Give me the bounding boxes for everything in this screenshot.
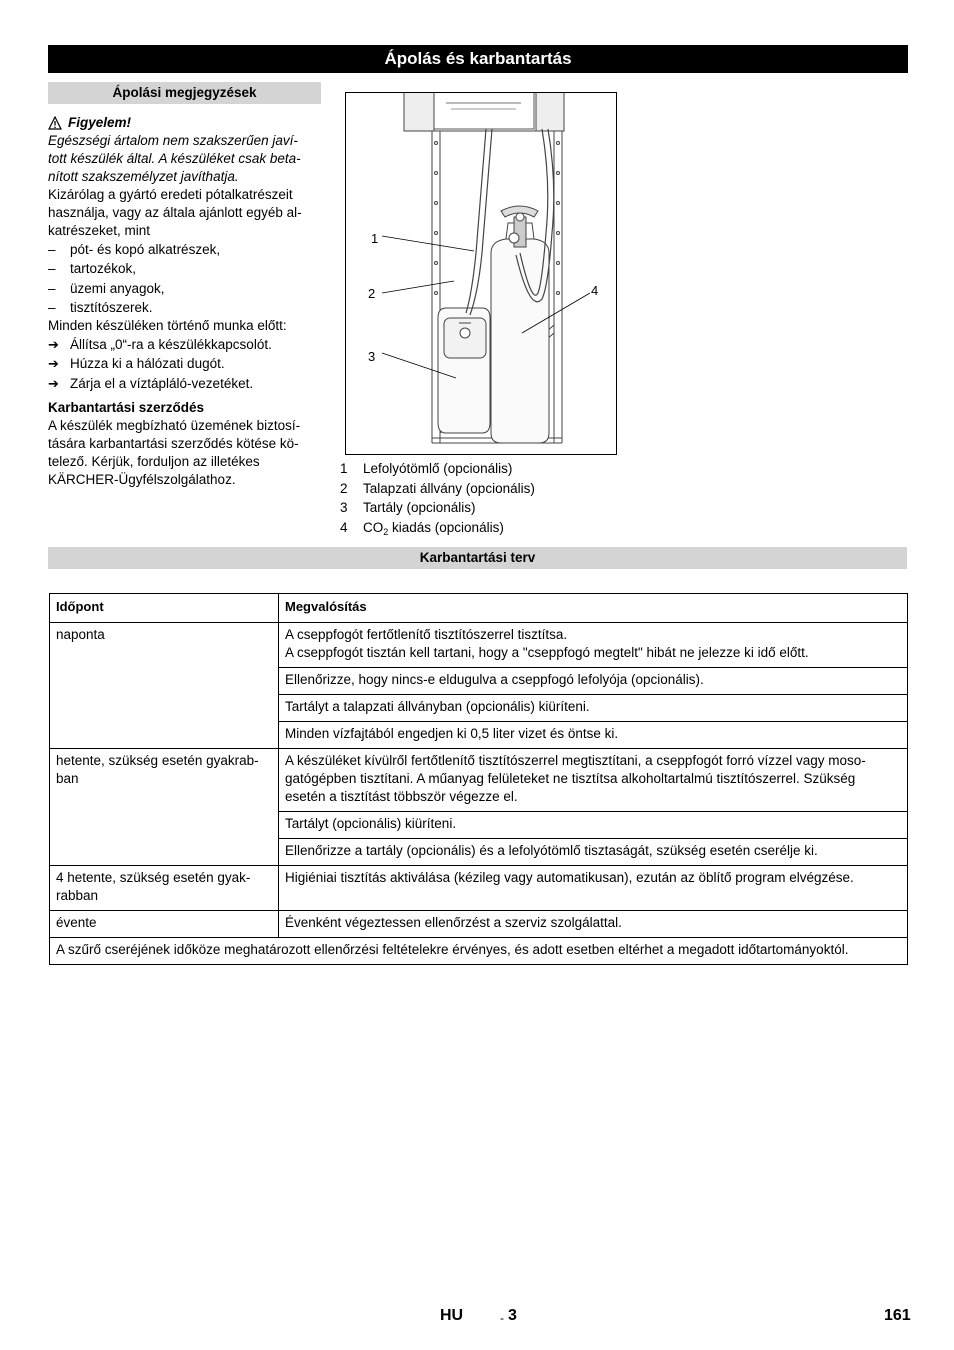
spare-parts-text: Kizárólag a gyártó eredeti pótalkatrészeit használja, vagy az általa ajánlott egyéb al- katrészeket, mint	[48, 187, 302, 238]
column-header-time: Időpont	[50, 594, 279, 623]
action-cell: A cseppfogót fertőtlenítő tisztítószerrel tisztítsa. A cseppfogót tisztán kell tartani, hogy a "cseppfogó megtelt" hibát ne jelezze ki idő előtt.	[279, 623, 908, 668]
action-cell: Higiéniai tisztítás aktiválása (kézileg vagy automatikusan), ezután az öblítő program elvégzése.	[279, 866, 908, 911]
time-cell: 4 hetente, szükség esetén gyak- rabban	[50, 866, 279, 911]
table-row	[50, 911, 908, 938]
callout-1: 1	[371, 231, 379, 246]
action-cell: A készüléket kívülről fertőtlenítő tisztítószerrel megtisztítani, a cseppfogót forró vízzel vagy moso- gatógépben tisztítani. A műanyag felületeket ne tisztítsa alkoholtartalmú tisztítószerrel. Szükség esetén a tisztítást többször végezze el.	[279, 749, 908, 812]
legend-item: 1 Lefolyótömlő (opcionális)	[340, 461, 513, 476]
maintenance-plan-heading: Karbantartási terv	[48, 547, 907, 569]
device-illustration	[346, 93, 617, 455]
figure-legend	[340, 459, 640, 537]
list-item: – üzemi anyagok,	[48, 280, 165, 296]
steps-list	[48, 335, 323, 393]
arrow-right-icon: ➔	[48, 337, 59, 353]
time-cell: naponta	[50, 623, 279, 749]
device-figure	[345, 92, 617, 455]
care-notes-column	[48, 112, 323, 489]
callout-3: 3	[368, 349, 376, 364]
table-row	[50, 749, 908, 812]
action-cell: Évenként végeztessen ellenőrzést a szerviz szolgálattal.	[279, 911, 908, 938]
action-cell: Tartályt a talapzati állványban (opcionális) kiüríteni.	[279, 695, 908, 722]
callout-4: 4	[591, 283, 599, 298]
action-cell: Ellenőrizze, hogy nincs-e eldugulva a cseppfogó lefolyója (opcionális).	[279, 668, 908, 695]
arrow-right-icon: ➔	[48, 375, 59, 391]
time-cell: hetente, szükség esetén gyakrab- ban	[50, 749, 279, 866]
parts-list	[48, 240, 323, 317]
table-row	[50, 623, 908, 668]
list-item: ➔ Állítsa „0“-ra a készülékkapcsolót.	[48, 335, 323, 354]
table-header-row	[50, 594, 908, 623]
footer-language: HU	[440, 1307, 464, 1324]
list-item: ➔ Zárja el a víztápláló-vezetéket.	[48, 374, 323, 393]
footer-section-page: 3	[508, 1307, 517, 1324]
warning-triangle-icon	[48, 116, 62, 130]
page-title: Ápolás és karbantartás	[48, 45, 908, 73]
legend-item: 2 Talapzati állvány (opcionális)	[340, 480, 535, 496]
footer-dash: -	[500, 1311, 504, 1325]
care-notes-heading: Ápolási megjegyzések	[48, 82, 321, 104]
list-item: – pót- és kopó alkatrészek,	[48, 242, 221, 257]
warning-line	[48, 114, 323, 132]
warning-text: Egészségi ártalom nem szakszerűen javí- tott készülék által. A készüléket csak beta- nított szakszemélyzet javíthatja.	[48, 133, 301, 184]
before-work-text: Minden készüléken történő munka előtt:	[48, 318, 287, 334]
footer-page-number: 161	[884, 1307, 911, 1324]
maintenance-plan-table	[49, 593, 908, 965]
note-cell: A szűrő cseréjének időköze meghatározott ellenőrzési feltételekre érvényes, és adott esetben eltérhet a megadott időtartományoktól.	[50, 938, 908, 965]
legend-item: 3 Tartály (opcionális)	[340, 500, 476, 515]
contract-heading: Karbantartási szerződés	[48, 400, 205, 416]
table-row	[50, 938, 908, 965]
contract-text: A készülék megbízható üzemének biztosí- tására karbantartási szerződés kötése kö- telező. Kérjük, forduljon az illetékes KÄRCHER-Ügyfélszolgálathoz.	[48, 418, 301, 488]
action-cell: Minden vízfajtából engedjen ki 0,5 liter vizet és öntse ki.	[279, 722, 908, 749]
callout-2: 2	[368, 286, 376, 301]
action-cell: Ellenőrizze a tartály (opcionális) és a lefolyótömlő tisztaságát, szükség esetén cserélje ki.	[279, 839, 908, 866]
list-item: – tartozékok,	[48, 261, 137, 277]
arrow-right-icon: ➔	[48, 356, 59, 372]
legend-item: 4 $CO_2$ kiadás (opcionális)	[340, 519, 504, 537]
list-item: – tisztítószerek.	[48, 299, 153, 315]
column-header-action: Megvalósítás	[279, 594, 908, 623]
list-item: ➔ Húzza ki a hálózati dugót.	[48, 354, 323, 373]
time-cell: évente	[50, 911, 279, 938]
table-row	[50, 866, 908, 911]
warning-label: Figyelem!	[68, 115, 132, 130]
action-cell: Tartályt (opcionális) kiüríteni.	[279, 812, 908, 839]
